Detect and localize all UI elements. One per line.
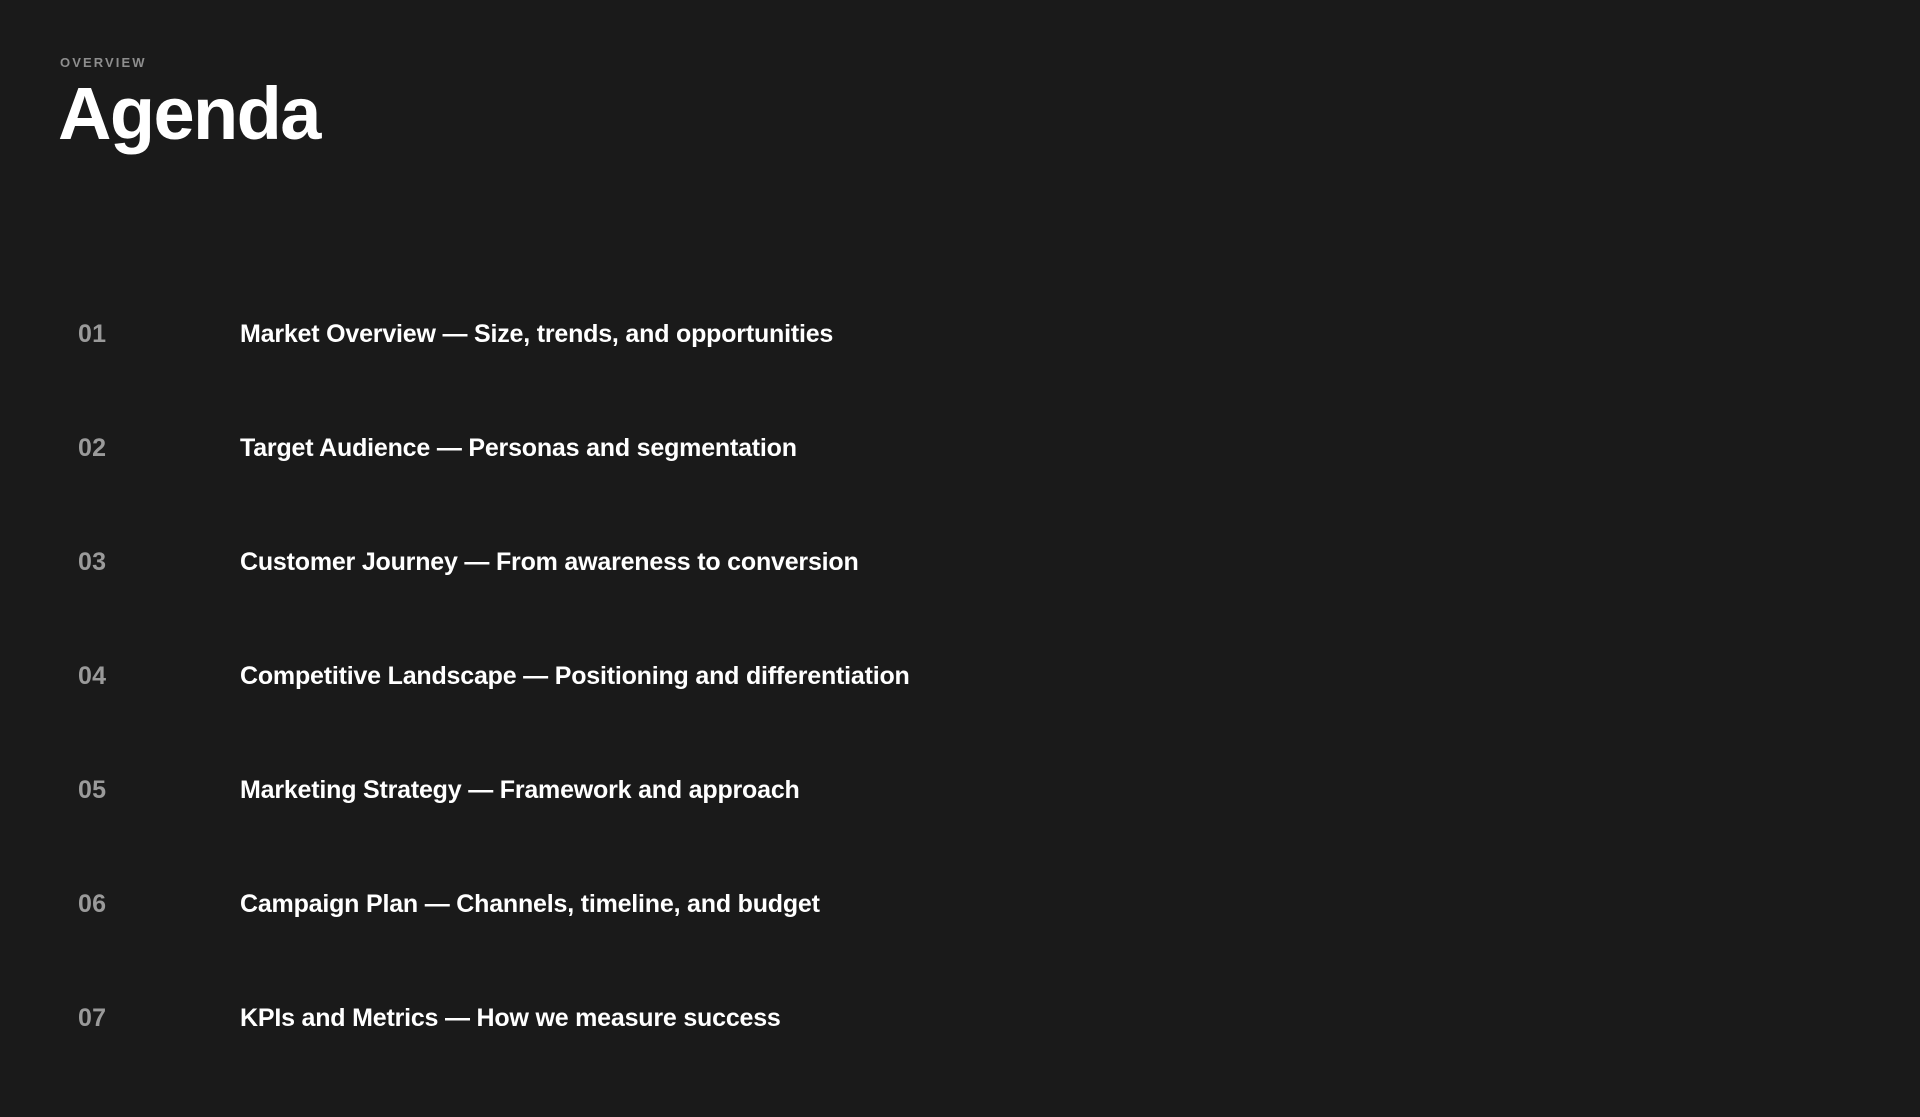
list-item[interactable] [58,319,1862,433]
agenda-item-number: 05 [78,776,107,805]
agenda-item-label: Competitive Landscape — Positioning and differentiation [240,662,910,691]
agenda-item-number: 06 [78,890,107,919]
list-item[interactable] [58,775,1862,889]
agenda-item-number: 01 [78,320,107,349]
agenda-list [58,319,1862,1117]
page-title: Agenda [58,72,320,155]
list-item[interactable] [58,547,1862,661]
list-item[interactable] [58,1003,1862,1117]
agenda-item-label: Campaign Plan — Channels, timeline, and budget [240,890,820,919]
agenda-item-label: Target Audience — Personas and segmentation [240,434,797,463]
agenda-item-label: Marketing Strategy — Framework and approach [240,776,800,805]
agenda-item-number: 07 [78,1004,107,1033]
list-item[interactable] [58,889,1862,1003]
slide-eyebrow: OVERVIEW [60,55,147,70]
agenda-item-label: Market Overview — Size, trends, and opportunities [240,320,834,349]
agenda-item-label: Customer Journey — From awareness to conversion [240,548,859,577]
list-item[interactable] [58,433,1862,547]
agenda-item-number: 02 [78,434,107,463]
agenda-item-number: 04 [78,662,107,691]
agenda-item-number: 03 [78,548,107,577]
list-item[interactable] [58,661,1862,775]
agenda-item-label: KPIs and Metrics — How we measure success [240,1004,781,1033]
